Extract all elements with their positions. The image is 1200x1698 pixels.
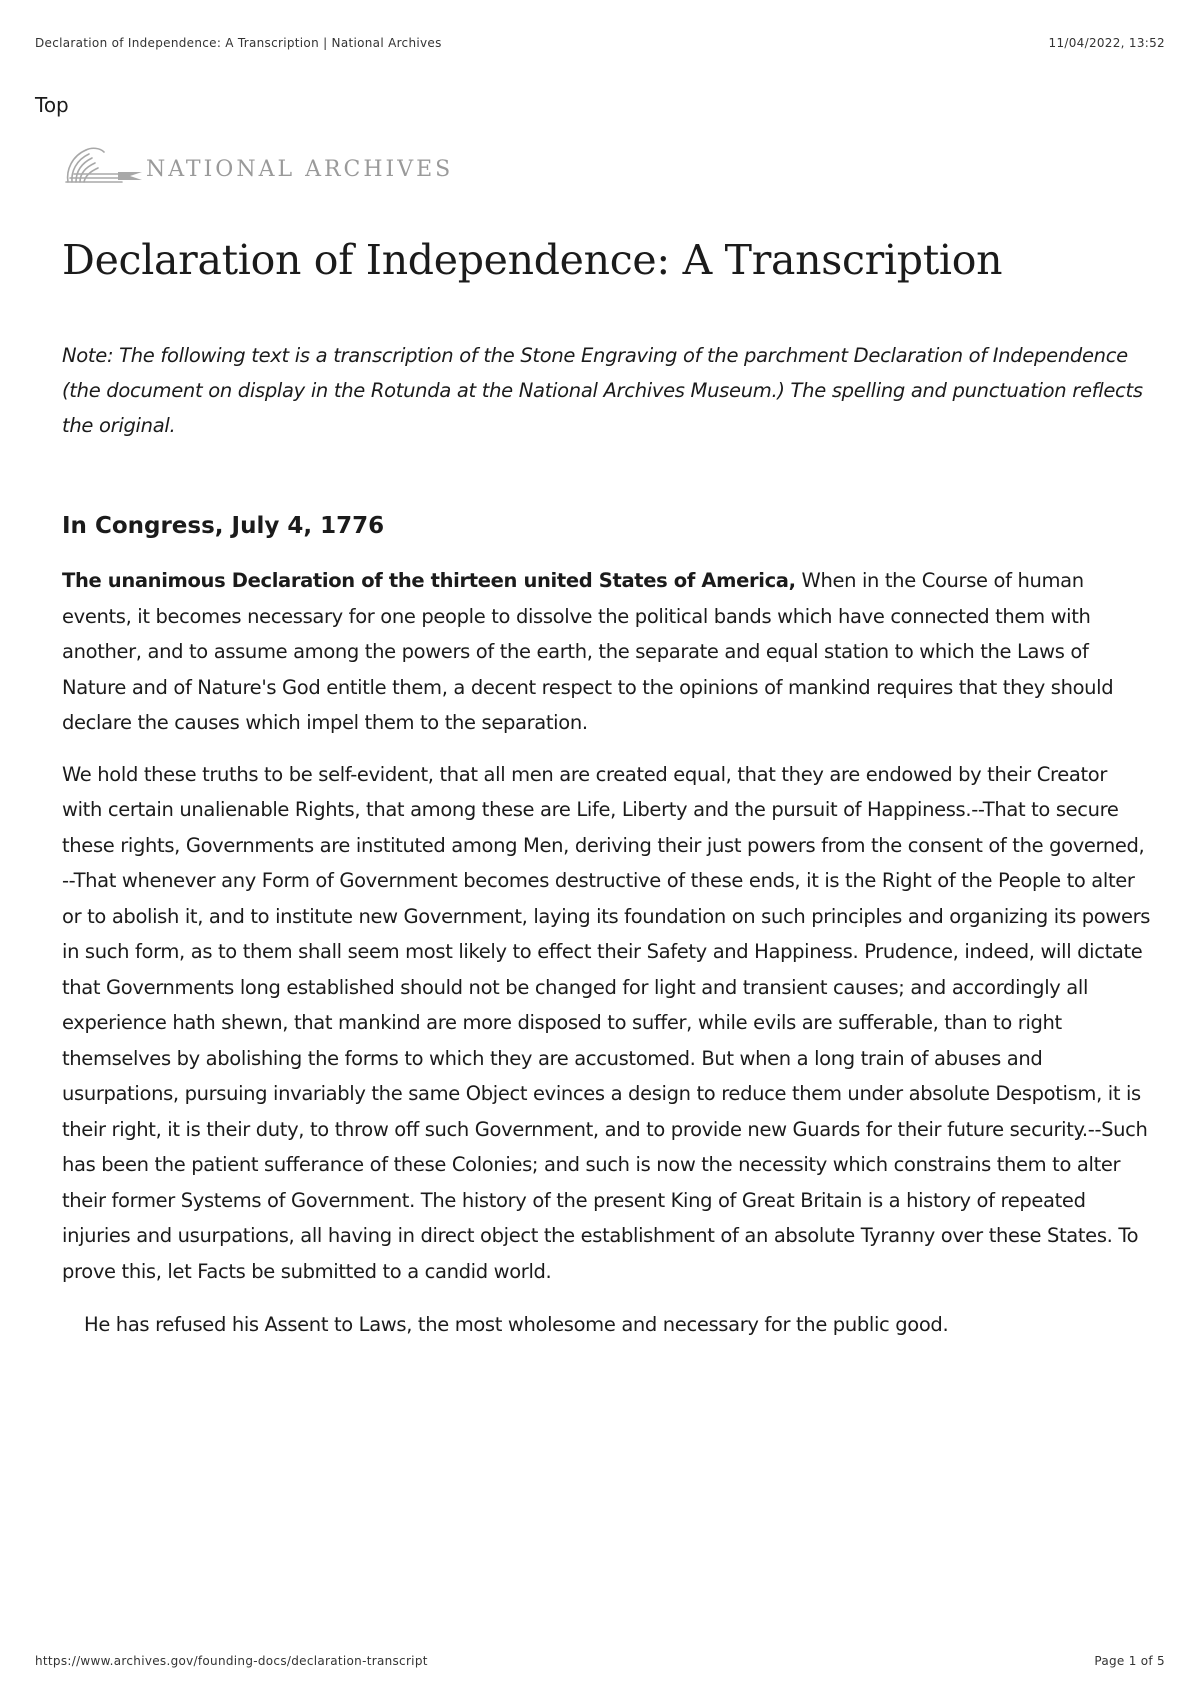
logo-text: NATIONAL ARCHIVES xyxy=(146,156,454,182)
paragraph-truths: We hold these truths to be self-evident, that all men are created equal, that they are endowed by their Creator with certain unalienable Rights, that among these are Life, Liberty and the pursuit of Happiness.--That to secure these rights, Governments are instituted among Men, deriving their just powers from the consent of the governed, --That whenever any Form of Government becomes destructive of these ends, it is the Right of the People to alter or to abolish it, and to institute new Government, laying its foundation on such principles and organizing its powers in such form, as to them shall seem most likely to effect their Safety and Happiness. Prudence, indeed, will dictate that Governments long established should not be changed for light and transient causes; and accordingly all experience hath shewn, that mankind are more disposed to suffer, while evils are sufferable, than to right themselves by abolishing the forms to which they are accustomed. But when a long train of abuses and usurpations, pursuing invariably the same Object evinces a design to reduce them under absolute Despotism, it is their right, it is their duty, to throw off such Government, and to provide new Guards for their future security.--Such has been the patient sufferance of these Colonies; and such is now the necessity which constrains them to alter their former Systems of Government. The history of the present King of Great Britain is a history of repeated injuries and usurpations, all having in direct object the establishment of an absolute Tyranny over these States. To prove this, let Facts be submitted to a candid world. xyxy=(62,762,1151,1283)
paragraph-lead: The unanimous Declaration of the thirteen united States of America, xyxy=(62,569,796,592)
paragraph-text: When in the Course of human events, it becomes necessary for one people to dissolve the political bands which have connected them with another, and to assume among the powers of the earth, the separate and equal station to which the Laws of Nature and of Nature's God entitle them, a decent respect to the opinions of mankind requires that they should declare the causes which impel them to the separation. xyxy=(62,569,1114,734)
national-archives-logo[interactable] xyxy=(62,142,453,186)
print-footer-url: https://www.archives.gov/founding-docs/declaration-transcript xyxy=(35,1654,428,1668)
transcription-note: Note: The following text is a transcription of the Stone Engraving of the parchment Declaration of Independence (the document on display in the Rotunda at the National Archives Museum.) The spelling and punctuation reflects the original. xyxy=(62,344,1143,437)
main-content xyxy=(62,232,1152,1343)
page-title: Declaration of Independence: A Transcription xyxy=(62,236,1003,284)
print-header xyxy=(35,36,1165,50)
paragraph-grievance: He has refused his Assent to Laws, the most wholesome and necessary for the public good. xyxy=(84,1313,949,1336)
eagle-logo-icon xyxy=(62,142,144,186)
print-header-title: Declaration of Independence: A Transcription | National Archives xyxy=(35,36,442,50)
print-header-datetime: 11/04/2022, 13:52 xyxy=(1048,36,1165,50)
paragraph-preamble xyxy=(62,563,1152,741)
top-link[interactable]: Top xyxy=(35,93,69,117)
print-footer xyxy=(35,1654,1165,1668)
section-heading: In Congress, July 4, 1776 xyxy=(62,513,385,539)
print-footer-page: Page 1 of 5 xyxy=(1094,1654,1165,1668)
